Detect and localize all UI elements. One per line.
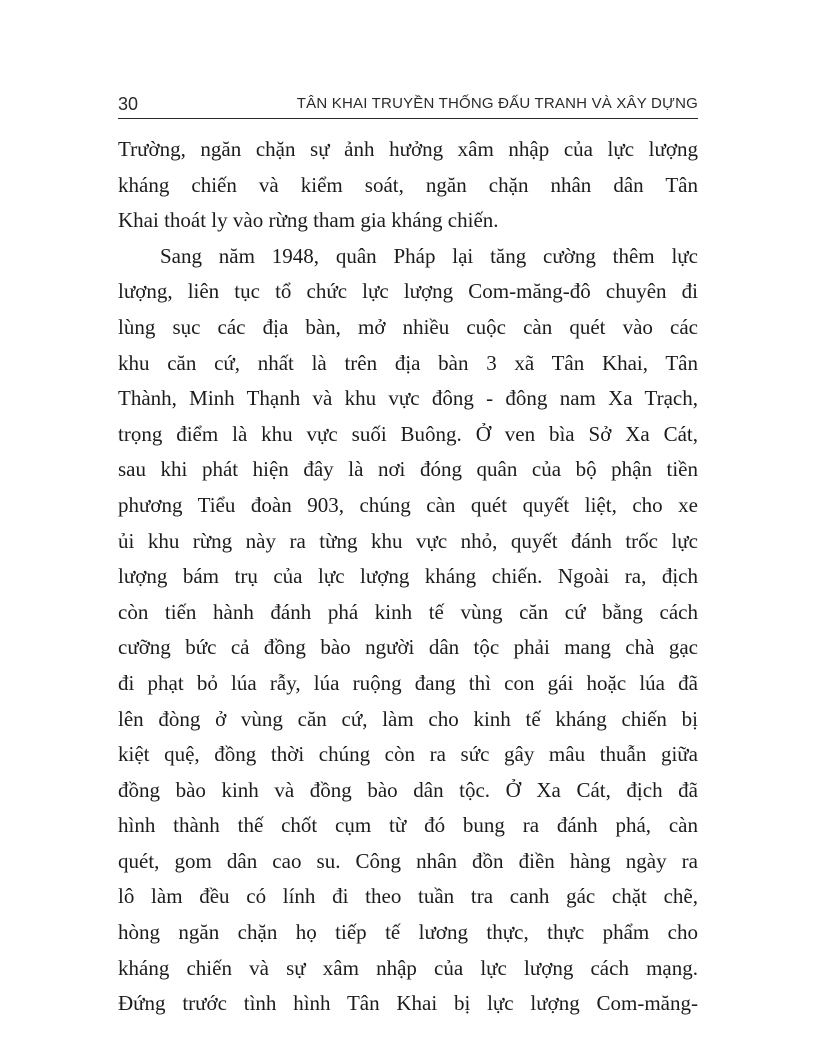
text-line: lùng sục các địa bàn, mở nhiều cuộc càn quét vào các [118,314,698,339]
text-line: cưỡng bức cả đồng bào người dân tộc phải mang chà gạc [118,635,698,660]
text-line: kiệt quệ, đồng thời chúng còn ra sức gây mâu thuẫn giữa [118,742,698,767]
text-line: ủi khu rừng này ra từng khu vực nhỏ, quyết đánh trốc lực [118,528,698,553]
text-line: khu căn cứ, nhất là trên địa bàn 3 xã Tân Khai, Tân [118,350,698,375]
body-text [118,132,698,1022]
text-line: quét, gom dân cao su. Công nhân đồn điền hàng ngày ra [118,848,698,873]
text-line: phương Tiểu đoàn 903, chúng càn quét quyết liệt, cho xe [118,492,698,517]
paragraph-start-line: Sang năm 1948, quân Pháp lại tăng cường thêm lực [160,243,698,268]
text-line: lô làm đều có lính đi theo tuần tra canh gác chặt chẽ, [118,884,698,909]
text-line: lên đòng ở vùng căn cứ, làm cho kinh tế kháng chiến bị [118,706,698,731]
text-line: hòng ngăn chặn họ tiếp tế lương thực, thực phẩm cho [118,920,698,945]
text-line: Trường, ngăn chặn sự ảnh hưởng xâm nhập của lực lượng [118,137,698,161]
text-line: còn tiến hành đánh phá kinh tế vùng căn cứ bằng cách [118,599,698,624]
running-title: TÂN KHAI TRUYỀN THỐNG ĐẤU TRANH VÀ XÂY DỰNG [296,95,698,112]
text-line: trọng điểm là khu vực suối Buông. Ở ven bìa Sở Xa Cát, [118,421,698,446]
page-number: 30 [118,94,139,114]
page-header [118,92,698,119]
text-line: hình thành thế chốt cụm từ đó bung ra đánh phá, càn [118,813,698,838]
text-line: kháng chiến và kiểm soát, ngăn chặn nhân dân Tân [118,172,698,197]
text-line: Thành, Minh Thạnh và khu vực đông - đông nam Xa Trạch, [118,386,698,411]
text-line: lượng bám trụ của lực lượng kháng chiến. Ngoài ra, địch [118,564,698,589]
text-line: Đứng trước tình hình Tân Khai bị lực lượng Com-măng- [118,991,698,1016]
text-line: Khai thoát ly vào rừng tham gia kháng chiến. [118,208,499,233]
text-line: lượng, liên tục tổ chức lực lượng Com-măng-đô chuyên đi [118,279,698,304]
text-line: sau khi phát hiện đây là nơi đóng quân của bộ phận tiền [118,457,698,482]
text-line: đi phạt bỏ lúa rẫy, lúa ruộng đang thì con gái hoặc lúa đã [118,670,698,695]
text-line: đồng bào kinh và đồng bào dân tộc. Ở Xa Cát, địch đã [118,777,698,802]
text-line: kháng chiến và sự xâm nhập của lực lượng cách mạng. [118,955,698,980]
